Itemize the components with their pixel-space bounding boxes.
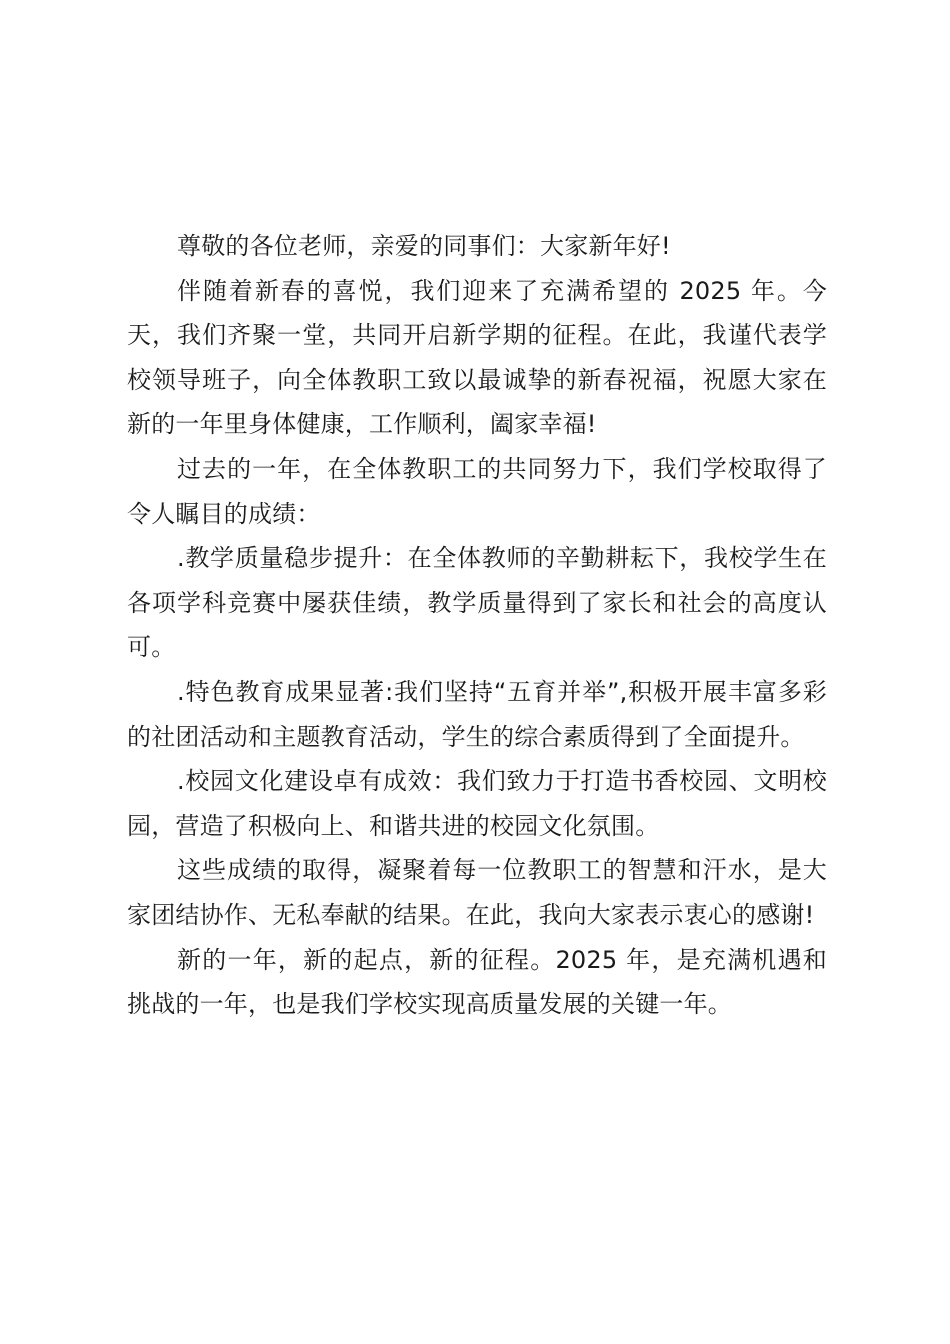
paragraph-new-year-wishes: 伴随着新春的喜悦，我们迎来了充满希望的 2025 年。今天，我们齐聚一堂，共同开启新学期的征程。在此，我谨代表学校领导班子，向全体教职工致以最诚挚的新春祝福，祝愿大家在新的一年里身体健康，工作顺利，阖家幸福! bbox=[127, 276, 827, 439]
paragraph-teaching-quality: .教学质量稳步提升：在全体教师的辛勤耕耘下，我校学生在各项学科竞赛中屡获佳绩，教学质量得到了家长和社会的高度认可。 bbox=[127, 544, 827, 662]
paragraph-thanks: 这些成绩的取得，凝聚着每一位教职工的智慧和汗水，是大家团结协作、无私奉献的结果。在此，我向大家表示衷心的感谢! bbox=[127, 856, 827, 929]
paragraph-special-education: .特色教育成果显著:我们坚持“五育并举”,积极开展丰富多彩的社团活动和主题教育活动，学生的综合素质得到了全面提升。 bbox=[127, 677, 827, 751]
paragraph-campus-culture: .校园文化建设卓有成效：我们致力于打造书香校园、文明校园，营造了积极向上、和谐共进的校园文化氛围。 bbox=[127, 767, 827, 840]
paragraph-achievements-intro: 过去的一年，在全体教职工的共同努力下，我们学校取得了令人瞩目的成绩： bbox=[127, 454, 827, 528]
document-body bbox=[127, 224, 827, 1027]
paragraph-new-journey: 新的一年，新的起点，新的征程。2025 年，是充满机遇和挑战的一年，也是我们学校实现高质量发展的关键一年。 bbox=[127, 945, 827, 1019]
paragraph-greeting: 尊敬的各位老师，亲爱的同事们：大家新年好! bbox=[177, 232, 671, 260]
